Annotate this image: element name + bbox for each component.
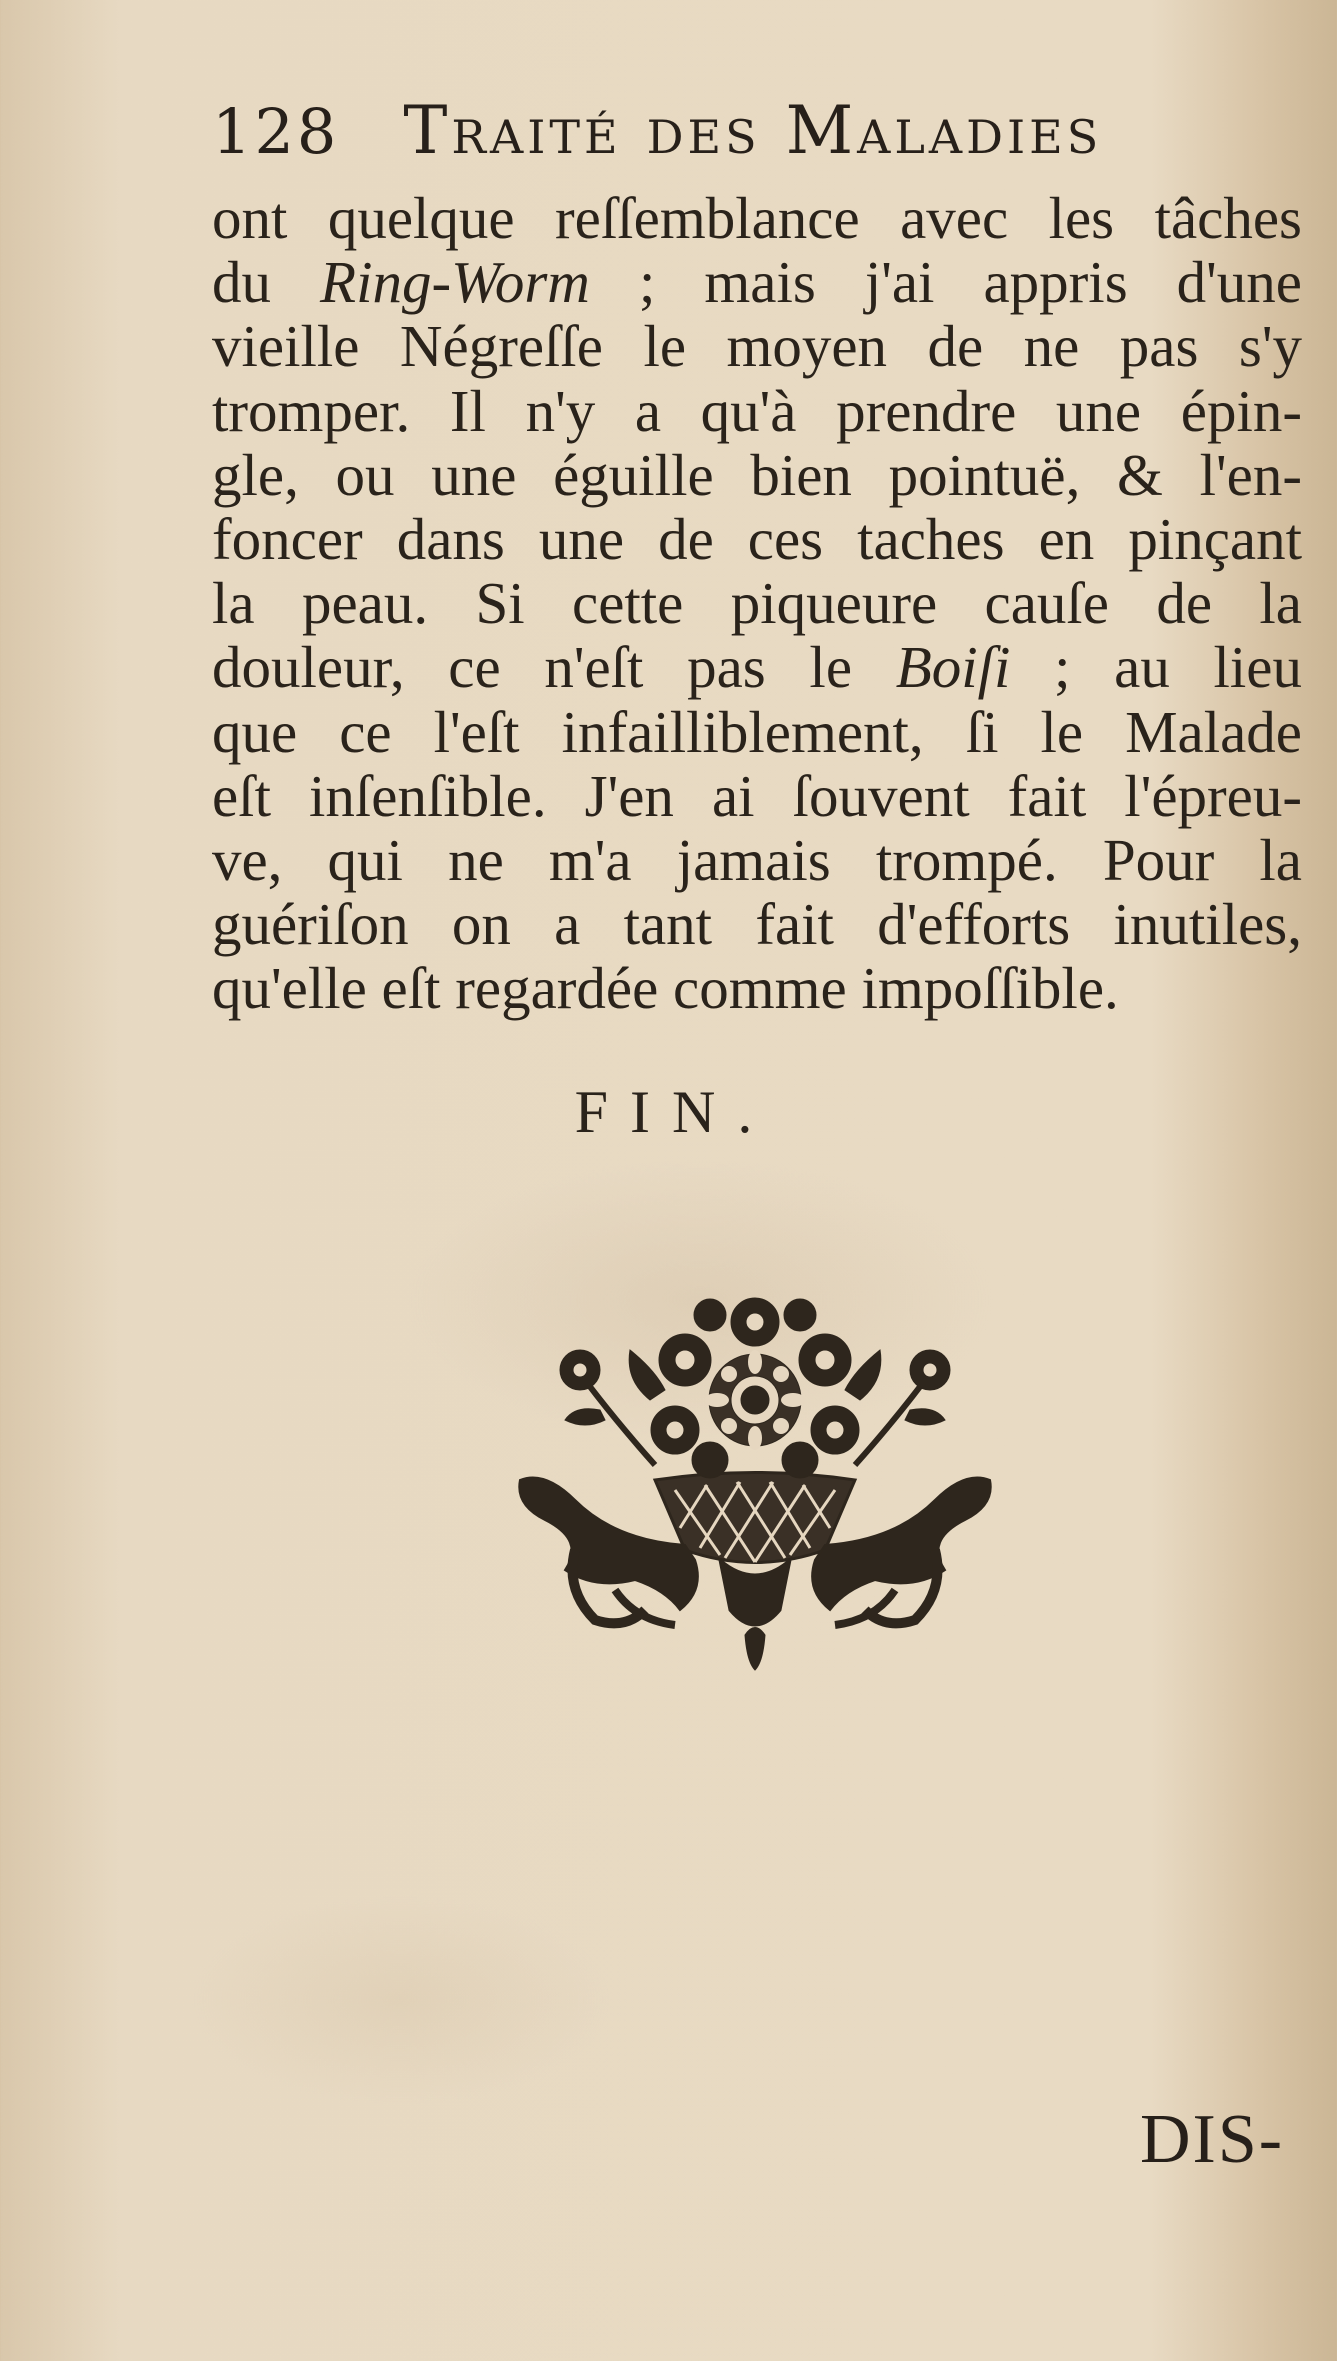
text-line: ve, qui ne m'a jamais trompé. Pour la (212, 826, 1302, 893)
body-text (212, 186, 1302, 1020)
text-line: qu'elle eſt regardée comme impoſſible. (212, 955, 1119, 1022)
text-line: la peau. Si cette piqueure cauſe de la (212, 570, 1302, 637)
text-line: tromper. Il n'y a qu'à prendre une épin- (212, 377, 1302, 444)
text-line: du Ring-Worm ; mais j'ai appris d'une (212, 249, 1302, 316)
fin-heading: FIN. (574, 1079, 775, 1145)
text-line: guériſon on a tant fait d'efforts inutiles, (212, 891, 1302, 958)
text-line: foncer dans une de ces taches en pinçant (212, 505, 1302, 572)
catchword: DIS- (1140, 2101, 1285, 2178)
text-line: ont quelque reſſemblance avec les tâches (212, 185, 1302, 251)
text-line: gle, ou une éguille bien pointuë, & l'en- (212, 441, 1302, 508)
page-number: 128 (212, 95, 340, 168)
flower-basket-ornament-icon (505, 1290, 1005, 1710)
running-title: Traité des Maladies (403, 92, 1103, 169)
text-line: que ce l'eſt infailliblement, ſi le Malade (212, 698, 1302, 765)
running-head (212, 92, 1302, 182)
text-line: douleur, ce n'eſt pas le Boiſi ; au lieu (212, 634, 1302, 701)
text-line: eſt inſenſible. J'en ai ſouvent fait l'épreu- (212, 762, 1302, 829)
text-line: vieille Négreſſe le moyen de ne pas s'y (212, 313, 1302, 380)
